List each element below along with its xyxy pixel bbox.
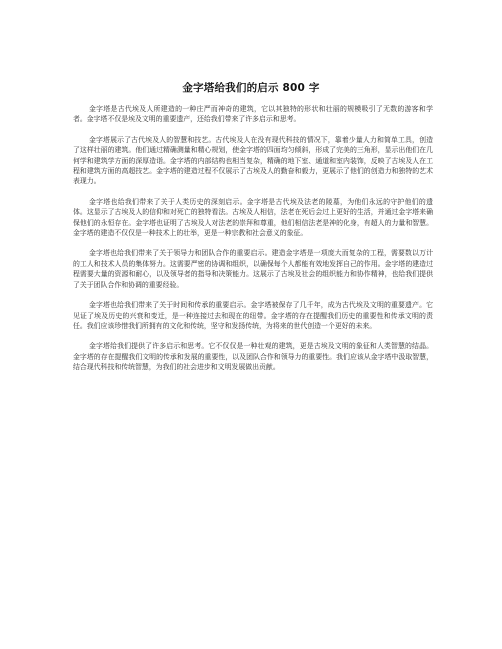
paragraph: 金字塔也给我们带来了关于时间和传承的重要启示。金字塔被保存了几千年，成为古代埃及文明的重要遗产。它见证了埃及历史的兴衰和变迁，是一种连接过去和现在的纽带。金字塔的存在提醒我们历史的重要性和传承文明的责任。我们应该珍惜我们所拥有的文化和传统，坚守和发扬传统，为将来的世代创造一个更好的未来。 — [73, 301, 433, 330]
paragraph: 金字塔是古代埃及人所建造的一种庄严而神奇的建筑，它以其独特的形状和壮丽的规模吸引了无数的游客和学者。金字塔不仅是埃及文明的重要遗产，还给我们带来了许多启示和思考。 — [73, 105, 433, 124]
paragraph: 金字塔也给我们带来了关于领导力和团队合作的重要启示。建造金字塔是一项庞大而复杂的工程，需要数以万计的工人和技术人员的集体努力。这需要严密的协调和组织，以确保每个人都能有效地发挥自己的作用。金字塔的建造过程需要大量的资源和耐心，以及领导者的指导和决策能力。这展示了古埃及社会的组织能力和协作精神，也给我们提供了关于团队合作和协调的重要经验。 — [73, 249, 433, 289]
document-body — [73, 104, 433, 383]
paragraph: 金字塔给我们提供了许多启示和思考。它不仅仅是一种壮观的建筑，更是古埃及文明的象征和人类智慧的结晶。金字塔的存在提醒我们文明的传承和发展的重要性，以及团队合作和领导力的重要性。我们应该从金字塔中汲取智慧，结合现代科技和传统智慧，为我们的社会进步和文明发展做出贡献。 — [73, 342, 433, 372]
paragraph: 金字塔展示了古代埃及人的智慧和技艺。古代埃及人在没有现代科技的情况下，靠着少量人力和简单工具，创造了这样壮丽的建筑。他们通过精确测量和精心规划，使金字塔的四面均匀倾斜，形成了完美的三角形，显示出他们在几何学和建筑学方面的深厚造诣。金字塔的内部结构也相当复杂，精确的地下室、通道和室内装饰，反映了古埃及人在工程和建筑方面的高超技艺。金字塔的建造过程不仅展示了古埃及人的勤奋和毅力，更展示了他们的创造力和独特的艺术表现力。 — [73, 135, 433, 186]
document-title: 金字塔给我们的启示 800 字 — [182, 82, 320, 94]
paragraph: 金字塔也给我们带来了关于人类历史的深刻启示。金字塔是古代埃及法老的陵墓，为他们永远的守护他们的遗体。这显示了古埃及人的信仰和对死亡的独特看法。古埃及人相信，法老在死后会过上更好的生活，并通过金字塔来确保他们的永恒存在。金字塔也证明了古埃及人对法老的崇拜和尊重，他们相信法老是神的化身，有超人的力量和智慧。金字塔的建造不仅仅是一种技术上的壮举，更是一种宗教和社会意义的象征。 — [73, 197, 433, 238]
